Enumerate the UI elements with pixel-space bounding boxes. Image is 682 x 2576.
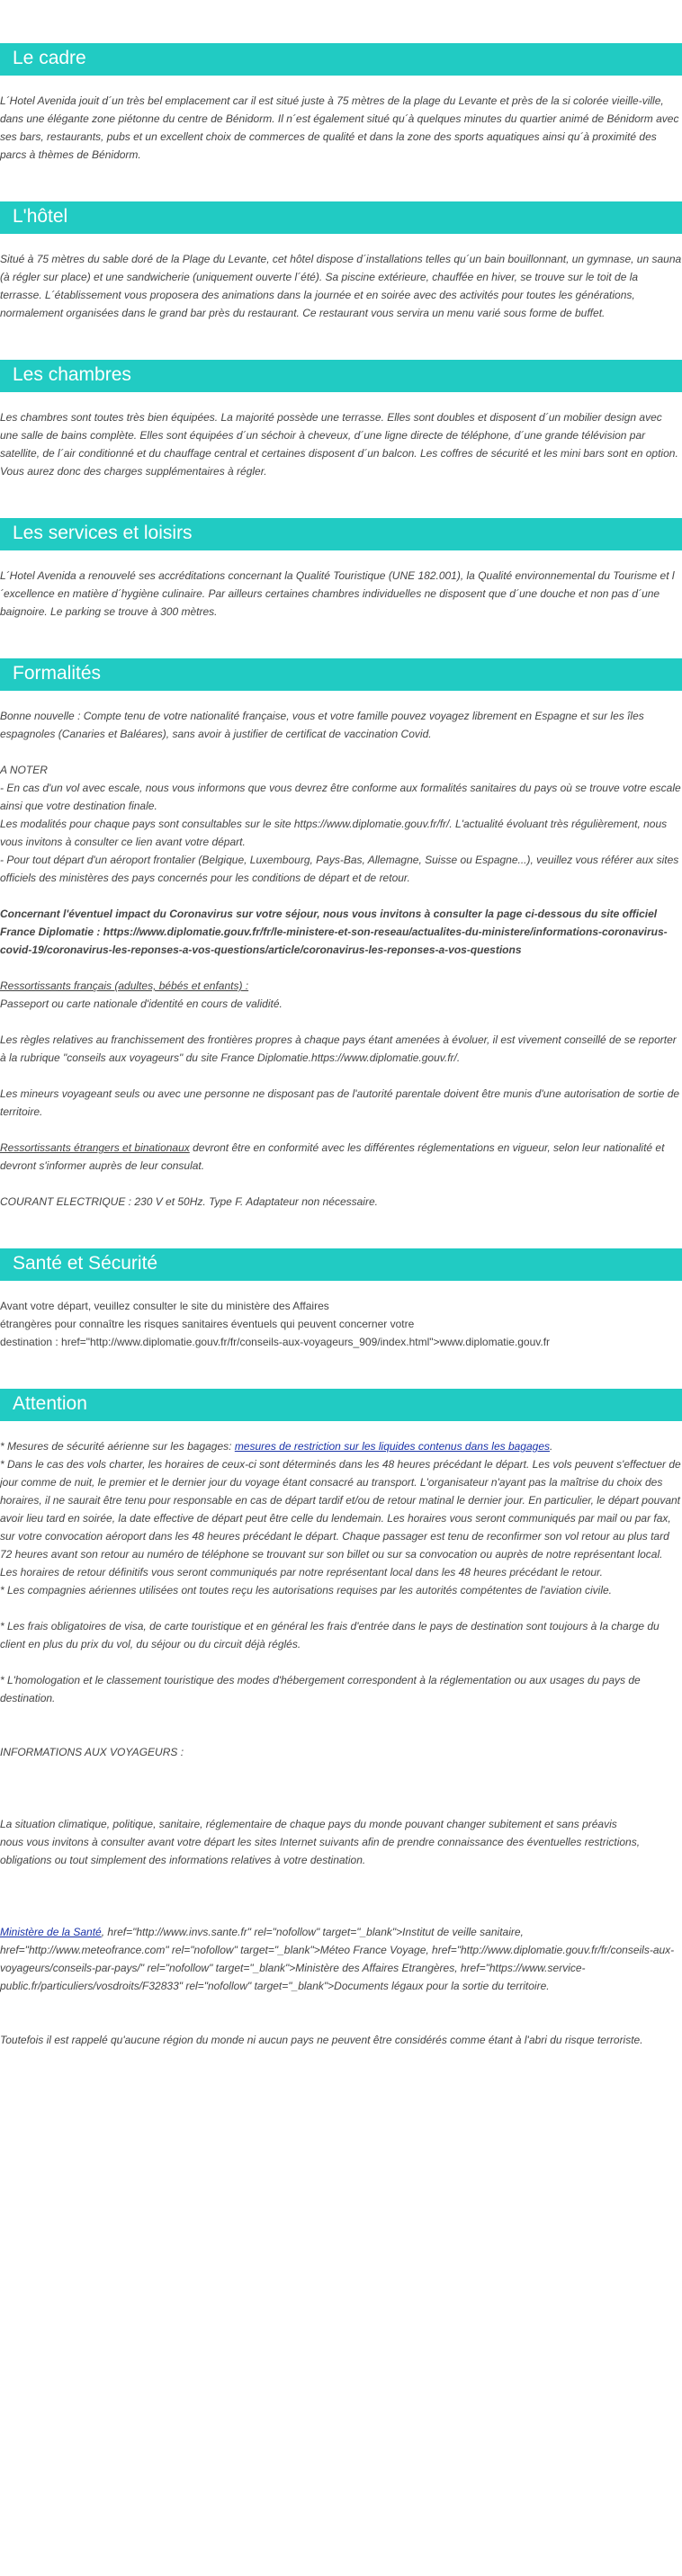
noter-line: - En cas d'un vol avec escale, nous vous informons que vous devrez être conforme aux formalités sanitaires du pays où se trouve votre escale ainsi que votre destination finale.: [0, 782, 681, 812]
fees-text: * Les frais obligatoires de visa, de carte touristique et en général les frais d'entrée dans le pays de destination sont toujours à la charge du client en plus du prix du vol, du séjour ou du circuit déjà réglés.: [0, 1620, 660, 1650]
baggage-paragraph: [0, 1437, 682, 1455]
homologation-text: * L'homologation et le classement touristique des modes d'hébergement correspondent à la réglementation ou aux usages du pays de destination.: [0, 1674, 641, 1704]
chambres-text: Les chambres sont toutes très bien équipées. La majorité possède une terrasse. Elles sont doubles et disposent d´un mobilier design avec une salle de bains complète. Elles sont équipées d´un séchoir à cheveux, d´une ligne directe de téléphone, d´une grande télévision par satellite, de l´air conditionné et du chauffage central et certaines disposent d´un balcon. Les coffres de sécurité et les mini bars sont en option. Vous aurez donc des charges supplémentaires à régler.: [0, 411, 678, 478]
baggage-prefix: * Mesures de sécurité aérienne sur les bagages:: [0, 1440, 235, 1453]
sante-line: Avant votre départ, veuillez consulter le site du ministère des Affaires: [0, 1300, 329, 1312]
services-text: L´Hotel Avenida a renouvelé ses accréditations concernant la Qualité Touristique (UNE 182.001), la Qualité environnemental du Tourisme et l´excellence en matière d´hygiène culinaire. Par ailleurs certaines chambres individuelles ne disposent que d´une douche et non pas d´une baignoire. Le parking se trouve à 300 mètres.: [0, 569, 675, 618]
foreign-nationals-paragraph: [0, 1139, 682, 1175]
hotel-text: Situé à 75 mètres du sable doré de la Plage du Levante, cet hôtel dispose d´installations telles qu´un bain bouillonnant, un gymnase, un sauna (à régler sur place) et une sandwicherie (uniquement ouverte l´été). Sa piscine extérieure, chauffée en hiver, se trouve sur le toit de la terrasse. L´établissement vous proposera des animations dans la journée et en soirée avec des activités pour toutes les générations, normalement organisées dans le grand bar près du restaurant. Ce restaurant vous servira un menu varié sous forme de buffet.: [0, 253, 682, 319]
section-title-services: Les services et loisirs: [0, 518, 682, 550]
health-ministry-link[interactable]: Ministère de la Santé: [0, 1926, 102, 1938]
section-hotel: [0, 201, 682, 322]
french-nationals-text: Passeport ou carte nationale d'identité en cours de validité.: [0, 997, 283, 1010]
cadre-text: L´Hotel Avenida jouit d´un très bel emplacement car il est situé juste à 75 mètres de la plage du Levante et près de la si colorée vieille-ville, dans une élégante zone piétonne du centre de Bénidorm. Il n´est également situé qu´à quelques minutes du quartier animé de Bénidorm avec ses bars, restaurants, pubs et un excellent choix de commerces de qualité et dans la zone des sports aquatiques ainsi qu´à proximité des parcs à thèmes de Bénidorm.: [0, 94, 679, 161]
section-title-hotel: L'hôtel: [0, 201, 682, 234]
electric-current-text: COURANT ELECTRIQUE : 230 V et 50Hz. Type F. Adaptateur non nécessaire.: [0, 1195, 378, 1208]
formalites-intro: Bonne nouvelle : Compte tenu de votre nationalité française, vous et votre famille pouvez voyagez librement en Espagne et sur les îles espagnoles (Canaries et Baléares), sans avoir à justifier de certificat de vaccination Covid.: [0, 710, 644, 740]
section-title-formalites: Formalités: [0, 658, 682, 691]
french-nationals-heading: Ressortissants français (adultes, bébés et enfants) :: [0, 979, 249, 992]
a-noter-heading: A NOTER: [0, 764, 48, 776]
airlines-text: * Les compagnies aériennes utilisées ont toutes reçu les autorisations requises par les autorités compétentes de l'aviation civile.: [0, 1584, 612, 1597]
section-cadre: [0, 43, 682, 164]
sante-line: destination : href="http://www.diplomatie.gouv.fr/fr/conseils-aux-voyageurs_909/index.html">www.diplomatie.gouv.fr: [0, 1336, 551, 1348]
covid-notice: Concernant l'éventuel impact du Coronavirus sur votre séjour, nous vous invitons à consulter la page ci-dessous du site officiel France Diplomatie : https://www.diplomatie.gouv.fr/fr/le-ministere-et-son-reseau/actualites-du-ministere/informations-coronavirus-covid-19/coronavirus-les-reponses-a-vos-questions/article/coronavirus-les-reponses-a-vos-questions: [0, 908, 668, 956]
liquid-restrictions-link[interactable]: mesures de restriction sur les liquides contenus dans les bagages: [234, 1440, 551, 1453]
foreign-nationals-text: devront être en conformité avec les différentes réglementations en vigueur, selon leur nationalité et devront s'informer auprès de leur consulat.: [0, 1141, 665, 1172]
travel-info-heading: INFORMATIONS AUX VOYAGEURS :: [0, 1746, 184, 1758]
section-attention: [0, 1389, 682, 2049]
section-chambres: [0, 360, 682, 480]
situation-text: La situation climatique, politique, sanitaire, réglementaire de chaque pays du monde pouvant changer subitement et sans préavis: [0, 1818, 617, 1830]
section-sante: [0, 1248, 682, 1351]
noter-line: Les modalités pour chaque pays sont consultables sur le site https://www.diplomatie.gouv.fr/fr/. L'actualité évoluant très régulièrement, nous vous invitons à consulter ce lien avant votre départ.: [0, 818, 668, 848]
borders-text: Les règles relatives au franchissement des frontières propres à chaque pays étant amenées à évoluer, il est vivement conseillé de se reporter à la rubrique "conseils aux voyageurs" du site France Diplomatie.https://www.diplomatie.gouv.fr/.: [0, 1033, 677, 1064]
section-title-chambres: Les chambres: [0, 360, 682, 392]
sante-line: étrangères pour connaître les risques sanitaires éventuels qui peuvent concerner votre: [0, 1318, 415, 1330]
terrorism-text: Toutefois il est rappelé qu'aucune région du monde ni aucun pays ne peuvent être considérés comme étant à l'abri du risque terroriste.: [0, 2034, 643, 2046]
charter-text: * Dans le cas des vols charter, les horaires de ceux-ci sont déterminés dans les 48 heures précédant le départ. Les vols peuvent s'effectuer de jour comme de nuit, le premier et le dernier jour du voyage étant consacré au transport. L'organisateur n'ayant pas la maîtrise du choix des horaires, il ne saurait être tenu pour responsable en cas de départ tardif et/ou de retour matinal le dernier jour. En particulier, le départ pouvant avoir lieu tard en soirée, la date effective de départ peut être celle du lendemain. Les horaires vous seront communiqués par mail ou par fax, sur votre convocation aéroport dans les 48 heures précédant le départ. Chaque passager est tenu de reconfirmer son vol retour au plus tard 72 heures avant son retour au numéro de téléphone se trouvant sur son billet ou sur sa convocation ou auprès de notre représentant local. Les horaires de retour définitifs vous seront communiqués par notre représentant local dans les 48 heures précédant le retour.: [0, 1458, 681, 1579]
sites-text: , href="http://www.invs.sante.fr" rel="nofollow" target="_blank">Institut de veille sanitaire, href="http://www.meteofrance.com" rel="nofollow" target="_blank">Méteo France Voyage, href="http://www.diplomatie.gouv.fr/fr/conseils-aux-voyageurs/conseils-par-pays/" rel="nofollow" target="_blank">Ministère des Affaires Etrangères, href="https://www.service-public.fr/particuliers/vosdroits/F32833" rel="nofollow" target="_blank">Documents légaux pour la sortie du territoire.: [0, 1926, 675, 1992]
section-services: [0, 518, 682, 621]
consult-text: nous vous invitons à consulter avant votre départ les sites Internet suivants afin de prendre connaissance des éventuelles restrictions, obligations ou tout simplement des informations relatives à votre destination.: [0, 1836, 641, 1866]
sites-paragraph: [0, 1923, 682, 1995]
baggage-suffix: .: [550, 1440, 553, 1453]
foreign-nationals-heading: Ressortissants étrangers et binationaux: [0, 1141, 190, 1154]
noter-line: - Pour tout départ d'un aéroport frontalier (Belgique, Luxembourg, Pays-Bas, Allemagne, Suisse ou Espagne...), veuillez vous référer aux sites officiels des ministères des pays concernés pour les conditions de départ et de retour.: [0, 854, 679, 884]
section-title-sante: Santé et Sécurité: [0, 1248, 682, 1281]
section-formalites: [0, 658, 682, 1211]
section-title-cadre: Le cadre: [0, 43, 682, 76]
minors-text: Les mineurs voyageant seuls ou avec une personne ne disposant pas de l'autorité parentale doivent être munis d'une autorisation de sortie de territoire.: [0, 1087, 680, 1118]
section-title-attention: Attention: [0, 1389, 682, 1421]
